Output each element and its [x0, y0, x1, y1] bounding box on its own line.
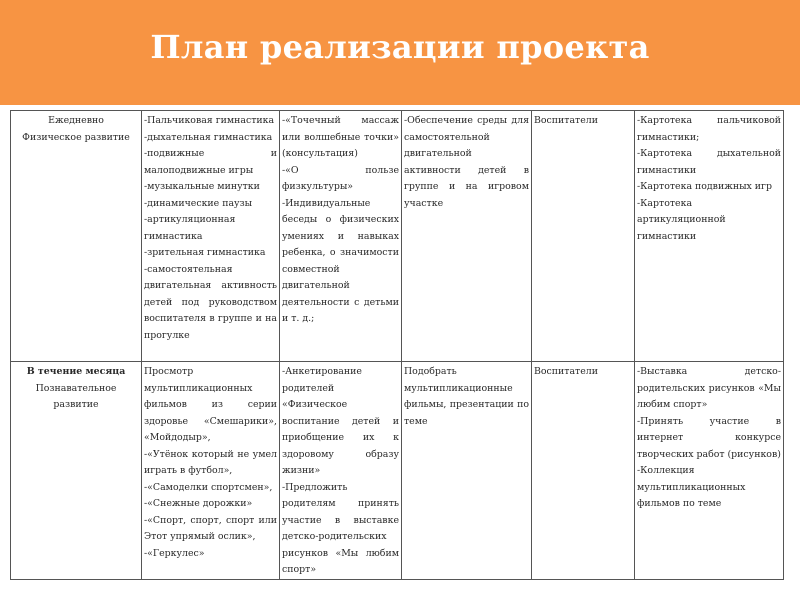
- list-item: -Коллекция мультипликационных фильмов по теме: [637, 465, 746, 509]
- period-cell: [11, 362, 142, 580]
- list-item: -«Снежные дорожки»: [144, 498, 253, 509]
- list-item: -музыкальные минутки: [144, 181, 260, 192]
- list-item: -динамические паузы: [144, 197, 253, 209]
- parents-cell: [280, 362, 402, 580]
- responsible-text: Воспитатели: [534, 366, 598, 377]
- list-item: -Картотека подвижных игр: [637, 181, 772, 192]
- conditions-text: Подобрать мультипликационные фильмы, презентации по теме: [404, 366, 529, 427]
- period-label: Ежедневно: [48, 115, 104, 126]
- list-item: -Картотека пальчиковой гимнастики;: [637, 115, 781, 143]
- conditions-cell: [402, 362, 532, 580]
- list-item: -зрительная гимнастика: [144, 247, 266, 258]
- conditions-cell: [402, 111, 532, 362]
- list-item: -«Точечный массаж или волшебные точки» (консультация): [282, 115, 399, 159]
- list-item: -Предложить родителям принять участие в выставке детско-родительских рисунков «Мы любим спорт»: [282, 481, 399, 575]
- plan-table: [10, 110, 784, 580]
- area-label: Познавательное развитие: [35, 382, 117, 410]
- conditions-text: -Обеспечение среды для самостоятельной двигательной активности детей в группе и на игровом участке: [404, 115, 529, 209]
- list-item: -«Спорт, спорт, спорт или Этот упрямый ослик»,: [144, 514, 277, 542]
- forms-cell: [142, 362, 280, 580]
- list-item: -подвижные и малоподвижные игры: [144, 148, 277, 176]
- list-item: -Анкетирование родителей «Физическое воспитание детей и приобщение их к здоровому образу жизни»: [282, 366, 399, 476]
- list-item: -«О пользе физкультуры»: [282, 164, 399, 192]
- list-item: -«Утёнок который не умел играть в футбол»,: [144, 448, 277, 476]
- list-item: -Индивидуальные беседы о физических умениях и навыках ребенка, о значимости совместной двигательной деятельности с детьми и т. д.;: [282, 197, 399, 324]
- list-item: -дыхательная гимнастика: [144, 131, 273, 143]
- table-row: [11, 111, 784, 362]
- title-banner: [0, 0, 800, 105]
- list-item: -артикуляционная гимнастика: [144, 214, 236, 242]
- parents-cell: [280, 111, 402, 362]
- table-row: [11, 362, 784, 580]
- list-item: -«Геркулес»: [144, 547, 205, 559]
- responsible-cell: [532, 111, 635, 362]
- responsible-text: Воспитатели: [534, 115, 598, 126]
- forms-cell: [142, 111, 280, 362]
- list-item: -самостоятельная двигательная активность детей под руководством воспитателя в группе и на прогулке: [144, 263, 277, 341]
- period-label: В течение месяца: [26, 366, 126, 377]
- list-item: Просмотр мультипликационных фильмов из серии здоровье «Смешарики», «Мойдодыр»,: [144, 366, 277, 443]
- list-item: -Принять участие в интернет конкурсе творческих работ (рисунков): [637, 415, 781, 460]
- result-cell: [635, 362, 784, 580]
- list-item: -«Самоделки спортсмен»,: [144, 481, 273, 493]
- responsible-cell: [532, 362, 635, 580]
- list-item: -Картотека дыхательной гимнастики: [637, 148, 781, 176]
- result-cell: [635, 111, 784, 362]
- area-label: Физическое развитие: [22, 131, 130, 143]
- list-item: -Пальчиковая гимнастика: [144, 115, 275, 126]
- period-cell: [11, 111, 142, 362]
- page-title: План реализации проекта: [150, 28, 650, 66]
- list-item: -Картотека артикуляционной гимнастики: [637, 197, 726, 242]
- list-item: -Выставка детско-родительских рисунков «Мы любим спорт»: [637, 366, 781, 410]
